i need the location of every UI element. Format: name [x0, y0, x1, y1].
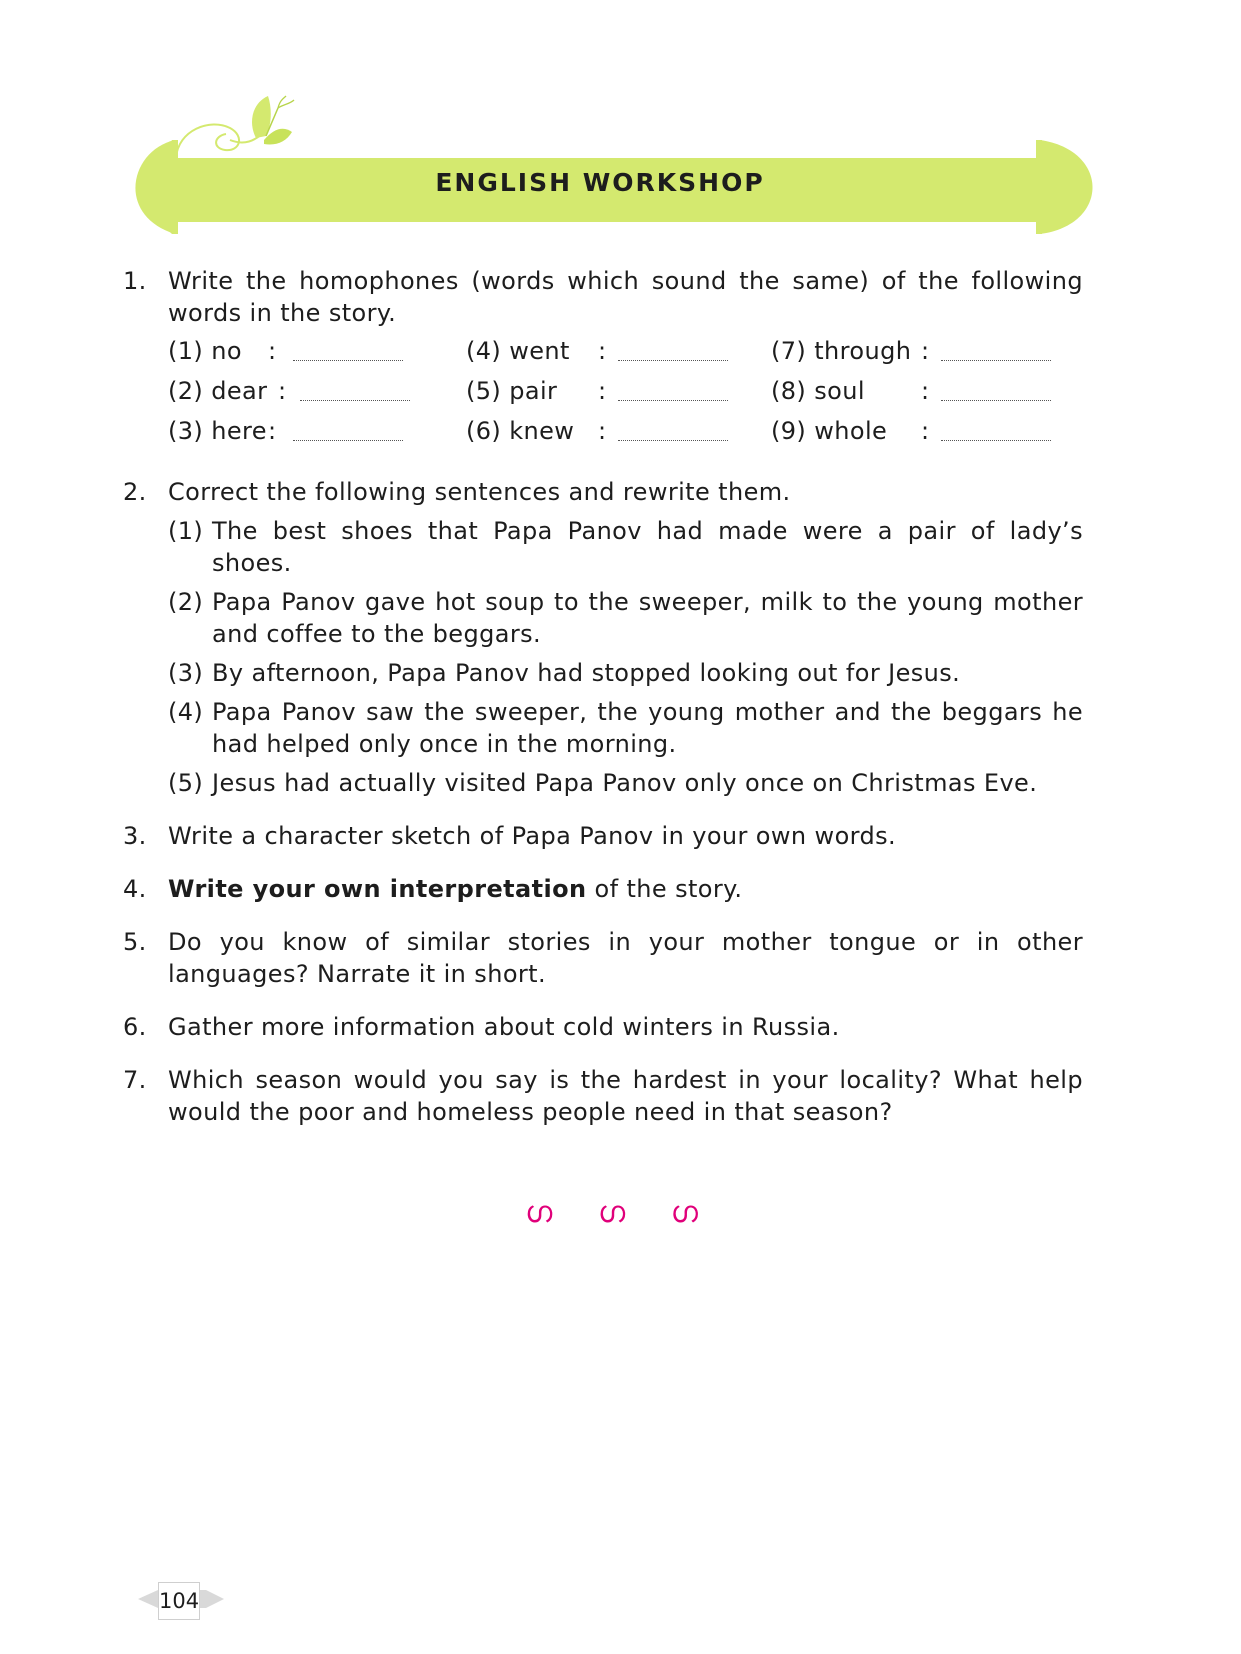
homophone-word: (7) through	[771, 337, 912, 365]
question-text: Do you know of similar stories in your mother tongue or in other languages? Narrate it in short.	[168, 928, 1083, 988]
question-7	[123, 1064, 1083, 1128]
homophone-item	[168, 375, 466, 415]
homophone-item	[771, 375, 1071, 415]
question-number: 6.	[123, 1013, 147, 1041]
sentence-text: By afternoon, Papa Panov had stopped looking out for Jesus.	[212, 659, 961, 687]
homophone-word: (1) no	[168, 337, 242, 365]
homophone-word: (4) went	[466, 337, 570, 365]
homophone-word: (3) here	[168, 417, 267, 445]
answer-blank[interactable]	[941, 400, 1051, 401]
sentence-number: (2)	[168, 588, 204, 616]
homophone-item	[466, 415, 771, 455]
sentence-number: (3)	[168, 659, 204, 687]
colon: :	[921, 337, 930, 365]
sentence-text: The best shoes that Papa Panov had made were a pair of lady’s shoes.	[212, 517, 1083, 577]
sentence-number: (4)	[168, 698, 204, 726]
homophone-word: (5) pair	[466, 377, 558, 405]
answer-blank[interactable]	[941, 360, 1051, 361]
question-number: 2.	[123, 478, 147, 506]
answer-blank[interactable]	[618, 400, 728, 401]
homophone-grid	[168, 335, 1083, 455]
question-text: Write a character sketch of Papa Panov in your own words.	[168, 822, 897, 850]
sentence-number: (1)	[168, 517, 204, 545]
question-number: 4.	[123, 875, 147, 903]
answer-blank[interactable]	[293, 360, 403, 361]
sentence-text: Papa Panov saw the sweeper, the young mother and the beggars he had helped only once in the morning.	[212, 698, 1083, 758]
sentence-text: Jesus had actually visited Papa Panov only once on Christmas Eve.	[212, 769, 1038, 797]
page-number-badge	[136, 1578, 226, 1620]
grid-row	[168, 375, 1083, 415]
homophone-word: (8) soul	[771, 377, 865, 405]
sentence-item	[168, 767, 1083, 799]
question-text: Gather more information about cold winters in Russia.	[168, 1013, 840, 1041]
homophone-item	[771, 415, 1071, 455]
question-rest-text: of the story.	[586, 875, 743, 903]
colon: :	[598, 337, 607, 365]
question-bold-text: Write your own interpretation	[168, 875, 587, 903]
question-text: Write the homophones (words which sound the same) of the following words in the story.	[168, 267, 1083, 327]
colon: :	[921, 377, 930, 405]
colon: :	[598, 417, 607, 445]
colon: :	[598, 377, 607, 405]
homophone-item	[466, 375, 771, 415]
answer-blank[interactable]	[300, 400, 410, 401]
homophone-word: (9) whole	[771, 417, 888, 445]
question-text	[168, 873, 1083, 905]
answer-blank[interactable]	[941, 440, 1051, 441]
sentence-item	[168, 657, 1083, 689]
exercise-list	[123, 265, 1083, 1149]
homophone-item	[168, 335, 466, 375]
sentence-number: (5)	[168, 769, 204, 797]
colon: :	[268, 337, 277, 365]
homophone-item	[466, 335, 771, 375]
section-end-ornament: ഗ ഗ ഗ	[525, 1195, 716, 1230]
question-number: 3.	[123, 822, 147, 850]
question-text: Correct the following sentences and rewrite them.	[168, 478, 791, 506]
question-6	[123, 1011, 1083, 1043]
sentence-item	[168, 515, 1083, 579]
question-1	[123, 265, 1083, 455]
question-number: 1.	[123, 267, 147, 295]
question-5	[123, 926, 1083, 990]
question-2	[123, 476, 1083, 799]
page-title: ENGLISH WORKSHOP	[435, 168, 765, 197]
answer-blank[interactable]	[618, 360, 728, 361]
question-text: Which season would you say is the hardest in your locality? What help would the poor and homeless people need in that season?	[168, 1066, 1083, 1126]
sentence-item	[168, 696, 1083, 760]
colon: :	[268, 417, 277, 445]
question-3	[123, 820, 1083, 852]
colon: :	[921, 417, 930, 445]
homophone-word: (2) dear	[168, 377, 268, 405]
homophone-item	[771, 335, 1071, 375]
question-number: 5.	[123, 928, 147, 956]
banner-shape	[0, 0, 1241, 250]
question-number: 7.	[123, 1066, 147, 1094]
homophone-item	[168, 415, 466, 455]
page-number: 104	[158, 1582, 200, 1620]
homophone-word: (6) knew	[466, 417, 575, 445]
sentence-item	[168, 586, 1083, 650]
grid-row	[168, 415, 1083, 455]
grid-row	[168, 335, 1083, 375]
question-4	[123, 873, 1083, 905]
butterfly-icon	[238, 88, 308, 158]
section-banner	[0, 0, 1241, 250]
answer-blank[interactable]	[618, 440, 728, 441]
sentence-text: Papa Panov gave hot soup to the sweeper, milk to the young mother and coffee to the beggars.	[212, 588, 1083, 648]
colon: :	[278, 377, 287, 405]
answer-blank[interactable]	[293, 440, 403, 441]
